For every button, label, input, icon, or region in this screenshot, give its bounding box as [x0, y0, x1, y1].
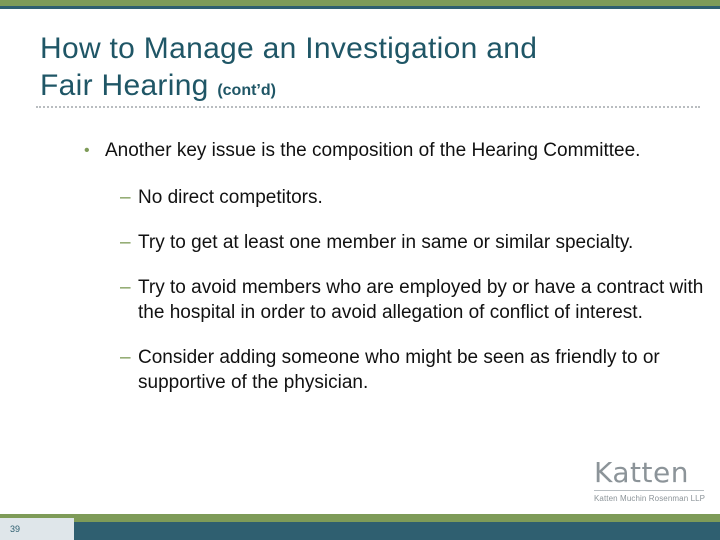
sub-bullet-text: No direct competitors. [138, 187, 323, 208]
logo-rule [594, 490, 704, 491]
page-number-box [0, 518, 74, 540]
logo-wordmark: Katten [594, 456, 689, 489]
sub-bullet [120, 275, 704, 325]
slide-title-suffix: (cont’d) [217, 82, 276, 99]
logo-firm-name: Katten Muchin Rosenman LLP [594, 494, 706, 503]
dash-icon: – [120, 232, 131, 253]
slide-content [84, 138, 704, 415]
top-accent-stripe [0, 6, 720, 9]
katten-logo [594, 458, 704, 503]
sub-bullet-text: Consider adding someone who might be seen as friendly to or supportive of the physician. [138, 347, 660, 393]
sub-bullet-text: Try to get at least one member in same or similar specialty. [138, 232, 634, 253]
sub-bullet [120, 185, 704, 210]
main-bullet-text: Another key issue is the composition of the Hearing Committee. [105, 140, 641, 161]
main-bullet [84, 138, 704, 163]
title-divider [36, 106, 700, 108]
sub-bullet [120, 230, 704, 255]
sub-bullet [120, 345, 704, 395]
slide-title [40, 30, 700, 109]
sub-bullet-text: Try to avoid members who are employed by or have a contract with the hospital in order to avoid allegation of conflict of interest. [138, 277, 704, 323]
bullet-dot-icon: • [84, 142, 90, 159]
slide-title-line1: How to Manage an Investigation and [40, 32, 538, 65]
bottom-footer-bar [0, 522, 720, 540]
dash-icon: – [120, 277, 131, 298]
slide-title-main: Fair Hearing [40, 69, 209, 102]
bottom-accent-bar [0, 514, 720, 522]
sub-bullet-list [120, 185, 704, 395]
slide-title-line2 [40, 67, 700, 109]
page-number: 39 [10, 524, 21, 534]
dash-icon: – [120, 187, 131, 208]
dash-icon: – [120, 347, 131, 368]
